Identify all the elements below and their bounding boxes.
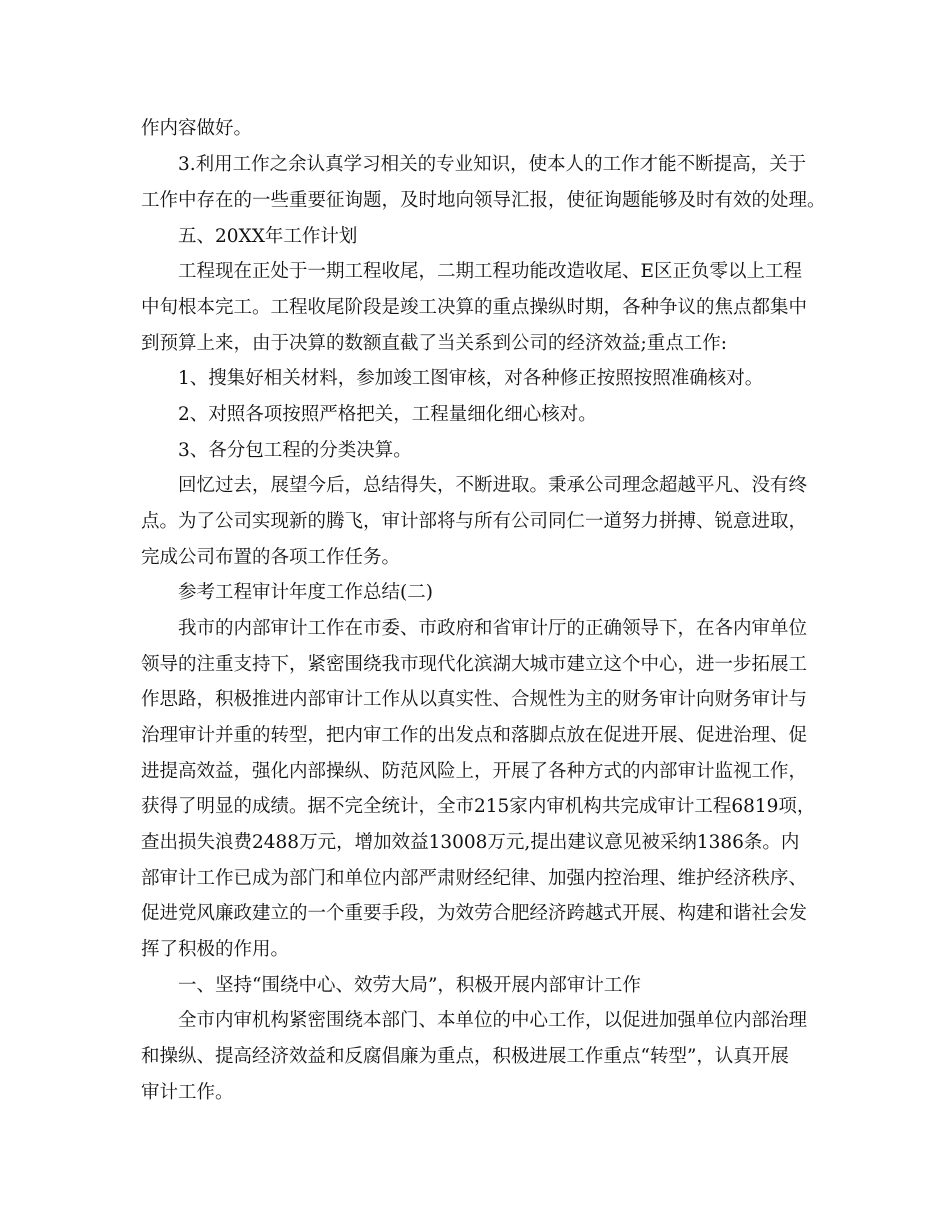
text-line: 促进党风廉政建立的一个重要手段，为效劳合肥经济跨越式开展、构建和谐社会发	[141, 903, 808, 924]
text-line: 查出损失浪费2488万元，增加效益13008万元,提出建议意见被采纳1386条。内	[141, 832, 800, 853]
section-heading: 一、坚持“围绕中心、效劳大局”，积极开展内部审计工作	[178, 975, 641, 996]
text-line: 领导的注重支持下，紧密围绕我市现代化滨湖大城市建立这个中心，进一步拓展工	[141, 654, 808, 675]
text-line: 中旬根本完工。工程收尾阶段是竣工决算的重点操纵时期，各种争议的焦点都集中	[141, 297, 808, 318]
list-item: 2、对照各项按照严格把关，工程量细化细心核对。	[178, 404, 597, 425]
text-line: 全市内审机构紧密围绕本部门、本单位的中心工作，以促进加强单位内部治理	[178, 1010, 808, 1031]
text-line: 完成公司布置的各项工作任务。	[141, 547, 401, 568]
text-line: 回忆过去，展望今后，总结得失，不断进取。秉承公司理念超越平凡、没有终	[178, 475, 808, 496]
text-line: 3.利用工作之余认真学习相关的专业知识，使本人的工作才能不断提高，关于	[178, 154, 807, 175]
text-line: 进提高效益，强化内部操纵、防范风险上，开展了各种方式的内部审计监视工作，	[141, 761, 808, 782]
text-line: 治理审计并重的转型，把内审工作的出发点和落脚点放在促进开展、促进治理、促	[141, 725, 808, 746]
text-line: 和操纵、提高经济效益和反腐倡廉为重点，积极进展工作重点“转型”，认真开展	[141, 1046, 789, 1067]
text-line: 挥了积极的作用。	[141, 939, 290, 960]
text-line: 部审计工作已成为部门和单位内部严肃财经纪律、加强内控治理、维护经济秩序、	[141, 868, 808, 889]
text-line: 审计工作。	[141, 1082, 234, 1103]
text-line: 作内容做好。	[141, 118, 253, 139]
section-heading: 参考工程审计年度工作总结(二)	[178, 582, 433, 603]
list-item: 3、各分包工程的分类决算。	[178, 440, 412, 461]
section-heading: 五、20XX年工作计划	[178, 226, 358, 247]
list-item: 1、搜集好相关材料，参加竣工图审核，对各种修正按照按照准确核对。	[178, 368, 764, 389]
text-line: 作思路，积极推进内部审计工作从以真实性、合规性为主的财务审计向财务审计与	[141, 689, 808, 710]
text-line: 获得了明显的成绩。据不完全统计，全市215家内审机构共完成审计工程6819项，	[141, 796, 816, 817]
text-line: 到预算上来，由于决算的数额直截了当关系到公司的经济效益;重点工作:	[141, 333, 727, 354]
text-line: 工程现在正处于一期工程收尾，二期工程功能改造收尾、E区正负零以上工程	[178, 261, 803, 282]
text-line: 工作中存在的一些重要征询题，及时地向领导汇报，使征询题能够及时有效的处理。	[141, 190, 826, 211]
text-line: 我市的内部审计工作在市委、市政府和省审计厅的正确领导下，在各内审单位	[178, 618, 808, 639]
text-line: 点。为了公司实现新的腾飞，审计部将与所有公司同仁一道努力拼搏、锐意进取，	[141, 511, 808, 532]
